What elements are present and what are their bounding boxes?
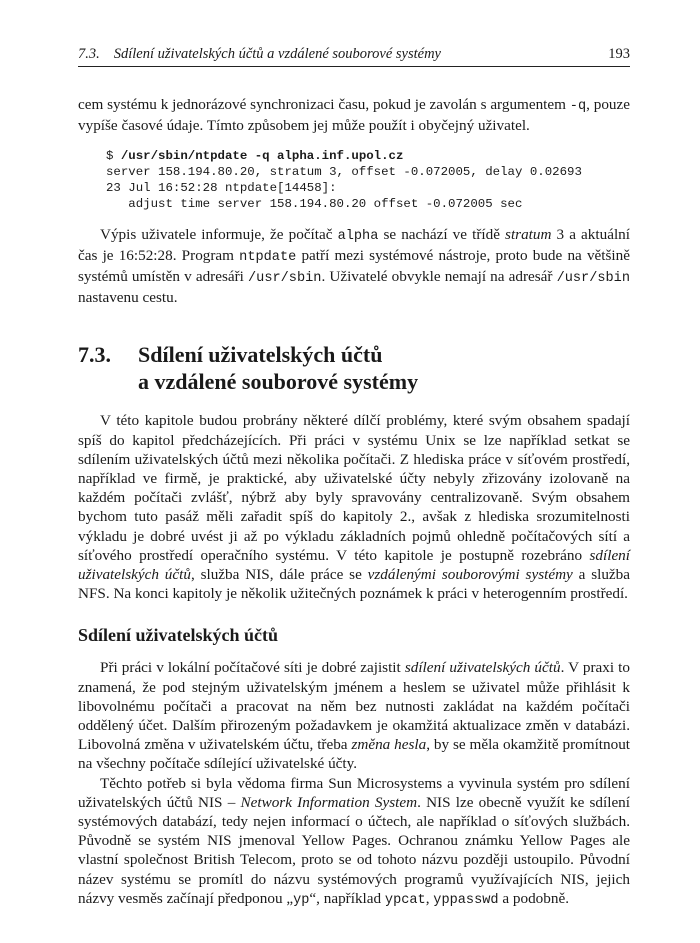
text: Těchto potřeb si byla vědoma firma Sun Microsystems a vyvinula systém pro sdílení uživatelských účtů NIS – bbox=[78, 774, 630, 811]
text: “, například bbox=[309, 889, 385, 907]
intro-paragraph bbox=[78, 95, 630, 135]
inline-code: /usr/sbin bbox=[248, 271, 322, 286]
emphasis: změna hesla bbox=[351, 736, 427, 754]
subsection-paragraph-1 bbox=[78, 658, 630, 773]
inline-code: ypcat bbox=[384, 892, 426, 908]
text: Výpis uživatele informuje, že počítač bbox=[100, 225, 338, 243]
emphasis: stratum bbox=[505, 225, 552, 243]
text: , by se měla okamžitě promítnout na všechny počítače sdílející uživatelské účty. bbox=[78, 736, 631, 773]
text: Při práci v lokální počítačové síti je dobré zajistit bbox=[100, 659, 405, 677]
section-title-line: a vzdálené souborové systémy bbox=[138, 369, 419, 395]
text: V této kapitole budou probrány některé dílčí problémy, které svým obsahem spadají spíš do kapitol předcházejících. Při práci v systému Unix se lze například setkat se sdílením uživatelských účtů mezi několika počítači. Z hlediska práce v síťovém prostředí, například ve firmě, je praktické, aby uživatelské účty nebyly zřizovány izolovaně na každém počítači zvlášť, nýbrž aby byly spravovány centralizovaně. Svým obsahem bychom tuto pasáž měli zařadit spíš do kapitoly 2., avšak z hlediska srozumitelnosti výkladu je dobré uvést ji až po výkladu základních pojmů ohledně počítačových sítí a síťového prostředí operačního systému. V této kapitole je postupně rozebráno bbox=[78, 412, 630, 564]
text: nastavenu cestu. bbox=[78, 289, 178, 307]
text: a služba NFS. Na konci kapitoly je několik užitečných poznámek k práci v heterogenním prostředí. bbox=[78, 566, 630, 603]
running-header bbox=[78, 46, 630, 67]
emphasis: sdílení uživatelských účtů bbox=[404, 659, 561, 677]
text: patří mezi systémové nástroje, proto bude na většině systémů umístěn v adresáři bbox=[78, 246, 630, 285]
text: , pouze vypíše časové údaje. Tímto způsobem jej může použít i obyčejný uživatel. bbox=[78, 96, 630, 135]
explain-paragraph bbox=[78, 225, 630, 308]
page-number: 193 bbox=[608, 46, 630, 62]
text: a podobně. bbox=[498, 889, 569, 907]
inline-code: alpha bbox=[337, 228, 379, 244]
shell-command: /usr/sbin/ntpdate -q alpha.inf.upol.cz bbox=[120, 149, 404, 164]
running-header-section-title: Sdílení uživatelských účtů a vzdálené souborové systémy bbox=[113, 46, 441, 62]
section-number: 7.3. bbox=[78, 342, 111, 368]
section-paragraph bbox=[78, 411, 630, 603]
text: , služba NIS, dále práce se bbox=[190, 566, 368, 584]
code-output-line: server 158.194.80.20, stratum 3, offset -0.072005, delay 0.02693 bbox=[106, 165, 582, 180]
section-title-line: Sdílení uživatelských účtů bbox=[138, 342, 383, 368]
subsection-heading: Sdílení uživatelských účtů bbox=[78, 625, 279, 646]
emphasis: sdílení uživatelských účtů bbox=[78, 546, 630, 584]
text: se nachází ve třídě bbox=[378, 225, 506, 243]
inline-code-flag: -q bbox=[569, 99, 587, 114]
text: . Uživatelé obvykle nemají na adresář bbox=[321, 268, 557, 285]
inline-code: ntpdate bbox=[239, 249, 297, 265]
inline-code: yppasswd bbox=[433, 892, 499, 908]
running-header-section-number: 7.3. bbox=[78, 46, 100, 62]
book-page bbox=[78, 46, 630, 910]
section-title bbox=[138, 341, 418, 395]
text: , bbox=[425, 889, 434, 907]
shell-prompt: $ bbox=[106, 149, 121, 164]
emphasis: Network Information System bbox=[240, 793, 418, 811]
section-heading bbox=[78, 341, 630, 395]
text: . V praxi to znamená, že pod stejným uživatelským jménem a heslem se uživatel může přihlásit k libovolnému počítači a pracovat na něm bez nutnosti zakládat na každém počítači oddělený účet. Dalším přirozeným požadavkem je okamžitá aktualizace změn v databázi. Libovolná změna v uživatelském účtu, třeba bbox=[78, 659, 630, 754]
inline-code: yp bbox=[293, 892, 310, 908]
inline-code: /usr/sbin bbox=[556, 271, 630, 286]
text: 3 a aktuální čas je 16:52:28. Program bbox=[78, 225, 630, 264]
emphasis: vzdálenými souborovými systémy bbox=[367, 566, 573, 584]
text: . NIS lze obecně využít ke sdílení systémových databází, tedy nejen informací o účtech, ale například o síťových službách. Původně se systém NIS jmenoval Yellow Pages. Ochranou známku Yellow Pages ale vlastní společnost British Telecom, proto se od tohoto názvu později ustoupilo. Původní název systému se promítl do názvu systémových programů využívajících NIS, jejich názvy vesměs začínají předponou „ bbox=[78, 793, 630, 907]
code-block bbox=[106, 149, 630, 212]
code-output-line: adjust time server 158.194.80.20 offset -0.072005 sec bbox=[106, 196, 523, 211]
running-header-title bbox=[78, 46, 441, 63]
code-output-line: 23 Jul 16:52:28 ntpdate[14458]: bbox=[106, 181, 337, 195]
subsection-paragraph-2 bbox=[78, 774, 630, 910]
text: cem systému k jednorázové synchronizaci času, pokud je zavolán s argumentem bbox=[78, 96, 570, 113]
